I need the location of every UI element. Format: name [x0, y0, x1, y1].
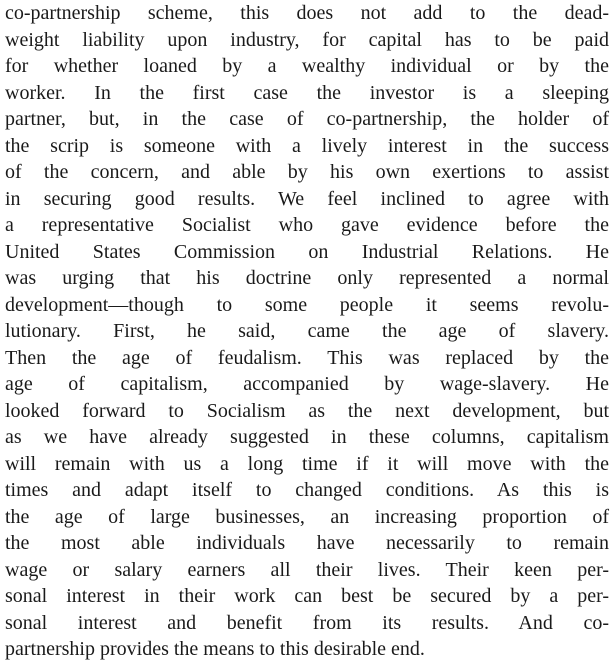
text-line: times and adapt itself to changed conditions. As this is	[5, 479, 609, 501]
text-line: development—though to some people it seems revolu-	[5, 293, 609, 316]
text-line: will remain with us a long time if it will move with the	[5, 452, 609, 475]
text-line: a representative Socialist who gave evidence before the	[5, 214, 609, 236]
text-line: Then the age of feudalism. This was replaced by the	[5, 346, 609, 369]
text-line: of the concern, and able by his own exertions to assist	[5, 161, 609, 183]
text-line: worker. In the first case the investor is a sleeping	[5, 81, 609, 104]
article-body	[5, 0, 609, 663]
text-line: lutionary. First, he said, came the age of slavery.	[5, 320, 609, 342]
text-line: partner, but, in the case of co-partnership, the holder of	[5, 108, 609, 130]
text-line: age of capitalism, accompanied by wage-slavery. He	[5, 373, 609, 395]
text-line: the scrip is someone with a lively interest in the success	[5, 134, 609, 157]
text-line: co-partnership scheme, this does not add to the dead-	[5, 2, 609, 24]
text-line: looked forward to Socialism as the next development, but	[5, 399, 609, 422]
text-line: in securing good results. We feel inclined to agree with	[5, 187, 609, 210]
text-line: as we have already suggested in these columns, capitalism	[5, 426, 609, 448]
text-line: for whether loaned by a wealthy individual or by the	[5, 55, 609, 77]
text-line: weight liability upon industry, for capital has to be paid	[5, 28, 609, 51]
text-line: United States Commission on Industrial Relations. He	[5, 240, 609, 263]
text-line: sonal interest in their work can best be secured by a per-	[5, 585, 609, 607]
text-line: was urging that his doctrine only represented a normal	[5, 267, 609, 289]
text-line: sonal interest and benefit from its results. And co-	[5, 611, 609, 634]
text-line: wage or salary earners all their lives. Their keen per-	[5, 558, 609, 581]
text-line: the age of large businesses, an increasing proportion of	[5, 505, 609, 528]
text-line: the most able individuals have necessarily to remain	[5, 532, 609, 554]
text-line: partnership provides the means to this desirable end.	[5, 638, 425, 660]
